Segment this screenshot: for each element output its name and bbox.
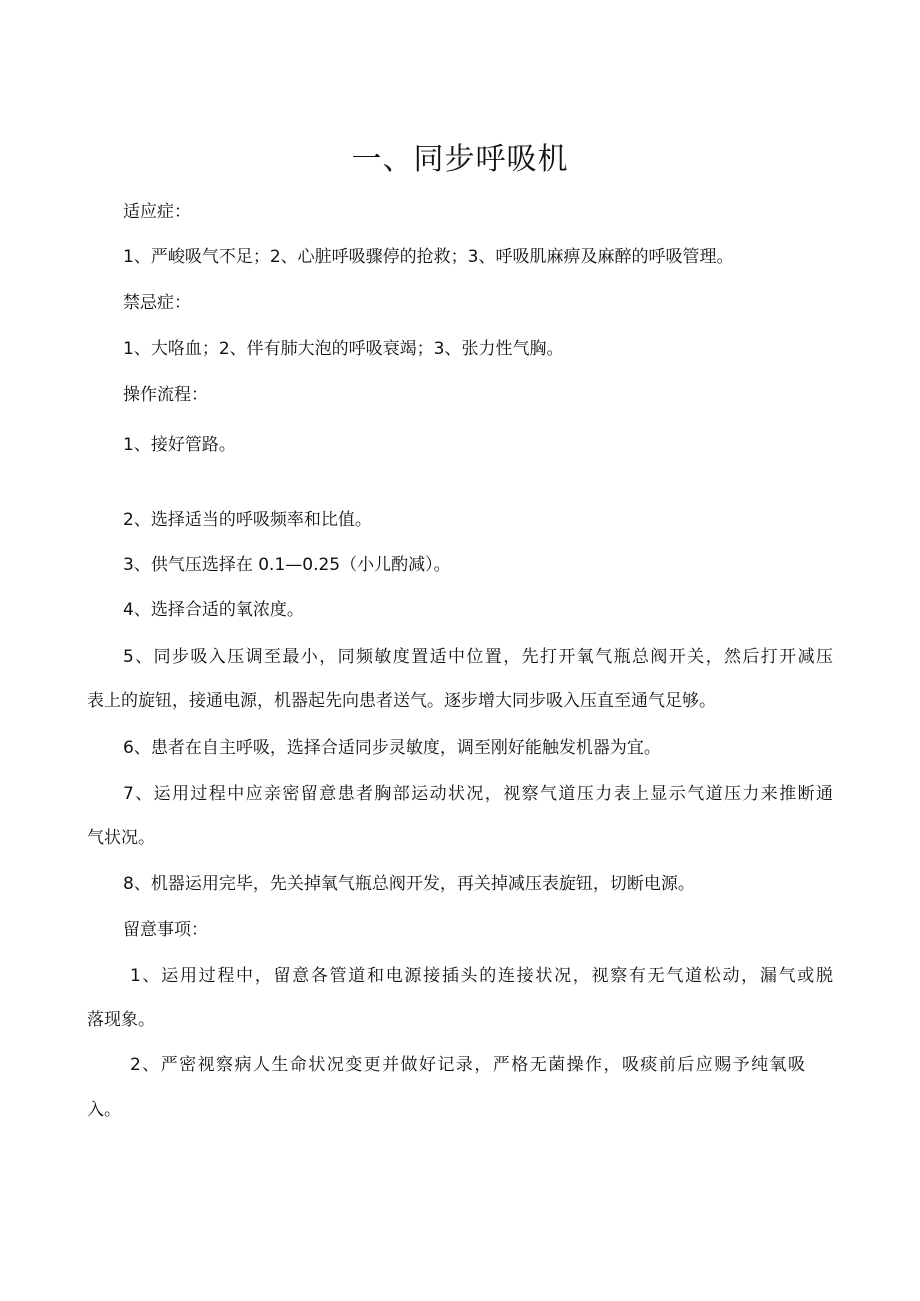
notes-heading: 留意事项：: [123, 920, 208, 940]
procedure-step-7-line-1: 7、运用过程中应亲密留意患者胸部运动状况，视察气道压力表上显示气道压力来推断通: [123, 784, 833, 804]
note-2-line-1: 2、严密视察病人生命状况变更并做好记录，严格无菌操作，吸痰前后应赐予纯氧吸: [130, 1055, 805, 1075]
procedure-step-3: 3、供气压选择在 0.1—0.25（小儿酌减）。: [123, 555, 451, 575]
procedure-heading: 操作流程：: [123, 385, 208, 405]
procedure-step-5-line-1: 5、同步吸入压调至最小，同频敏度置适中位置，先打开氧气瓶总阀开关，然后打开减压: [123, 647, 833, 667]
procedure-step-2: 2、选择适当的呼吸频率和比值。: [123, 510, 372, 530]
page-title: 一、同步呼吸机: [351, 142, 569, 177]
contraindications-text: 1、大咯血；2、伴有肺大泡的呼吸衰竭；3、张力性气胸。: [123, 339, 564, 359]
procedure-step-6: 6、患者在自主呼吸，选择合适同步灵敏度，调至刚好能触发机器为宜。: [123, 738, 661, 758]
contraindications-heading: 禁忌症：: [123, 293, 191, 313]
indications-heading: 适应症：: [123, 202, 191, 222]
procedure-step-1: 1、接好管路。: [123, 435, 236, 455]
procedure-step-8: 8、机器运用完毕，先关掉氧气瓶总阀开发，再关掉减压表旋钮，切断电源。: [123, 874, 695, 894]
note-1-line-1: 1、运用过程中，留意各管道和电源接插头的连接状况，视察有无气道松动，漏气或脱: [130, 966, 833, 986]
note-1-line-2: 落现象。: [87, 1010, 155, 1030]
indications-text: 1、严峻吸气不足；2、心脏呼吸骤停的抢救；3、呼吸肌麻痹及麻醉的呼吸管理。: [123, 247, 734, 267]
procedure-step-7-line-2: 气状况。: [87, 828, 155, 848]
note-2-line-2: 入。: [87, 1100, 121, 1120]
procedure-step-5-line-2: 表上的旋钮，接通电源，机器起先向患者送气。逐步增大同步吸入压直至通气足够。: [87, 691, 716, 711]
procedure-step-4: 4、选择合适的氧浓度。: [123, 600, 304, 620]
